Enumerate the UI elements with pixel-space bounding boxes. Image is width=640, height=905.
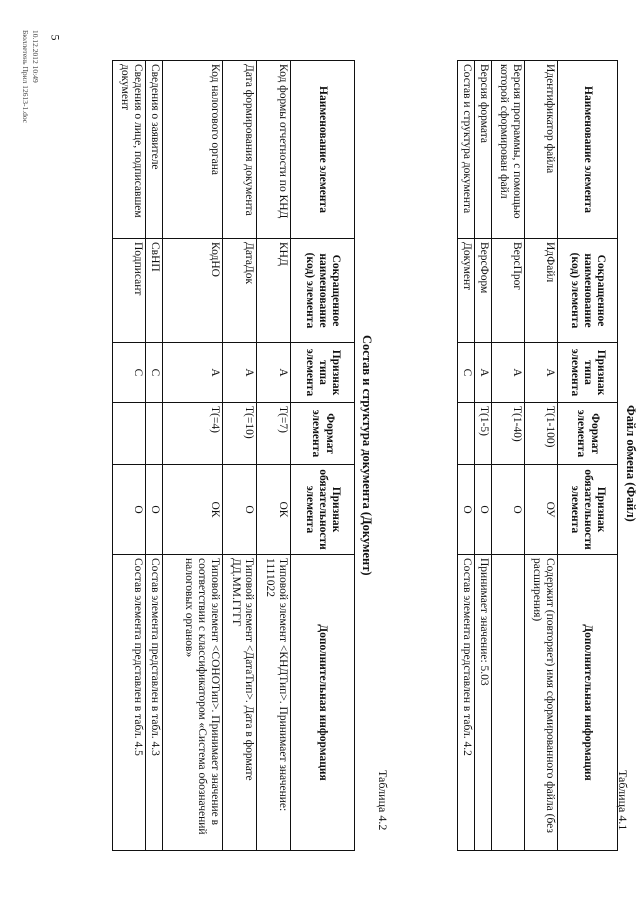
table-cell: КНД xyxy=(257,239,291,343)
table-cell: Состав элемента представлен в табл. 4.5 xyxy=(113,555,146,851)
table-cell: Сведения о лице, подписавшем документ xyxy=(113,61,146,239)
table-row xyxy=(223,61,257,851)
table-row xyxy=(492,61,525,851)
table-cell: ОК xyxy=(257,465,291,555)
table-row xyxy=(525,61,558,851)
table-cell xyxy=(492,555,525,851)
table-cell: Код налогового органа xyxy=(163,61,223,239)
table-cell: О xyxy=(475,465,492,555)
table-cell: А xyxy=(163,343,223,403)
page-number: 5 xyxy=(48,34,63,41)
table-cell: О xyxy=(458,465,475,555)
rotated-page-content xyxy=(0,30,640,875)
table-cell: ИдФайл xyxy=(525,239,558,343)
table-cell: О xyxy=(146,465,163,555)
table-cell: T(=7) xyxy=(257,403,291,465)
table-row xyxy=(113,61,146,851)
table-row xyxy=(146,61,163,851)
table-cell: Типовой элемент <СОНОТип>. Принимает значение в соответствии с классификатором «Система обозначений налоговых органов» xyxy=(163,555,223,851)
table-cell: Идентификатор файла xyxy=(525,61,558,239)
table-cell: ОУ xyxy=(525,465,558,555)
table1-header-row xyxy=(558,61,618,851)
table-cell: Типовой элемент <ДатаТип>. Дата в формате ДД.ММ.ГГГГ xyxy=(223,555,257,851)
table2-header-name: Наименование элемента xyxy=(291,61,355,239)
table-cell: Документ xyxy=(458,239,475,343)
table2-header-row xyxy=(291,61,355,851)
table-cell: Состав и структура документа xyxy=(458,61,475,239)
table-file-exchange xyxy=(457,60,618,851)
table-cell: Дата формирования документа xyxy=(223,61,257,239)
table-cell: СвНП xyxy=(146,239,163,343)
table2-caption: Таблица 4.2 xyxy=(376,770,390,831)
table-cell: T(=10) xyxy=(223,403,257,465)
table-cell: С xyxy=(458,343,475,403)
footer-line2: Бюллетень Прил 12613-1.doc xyxy=(21,30,31,123)
table2-header-required: Признак обязательности элемента xyxy=(291,465,355,555)
table1-header-required: Признак обязательности элемента xyxy=(558,465,618,555)
table-cell: А xyxy=(525,343,558,403)
table-cell xyxy=(113,403,146,465)
table-cell: Подписант xyxy=(113,239,146,343)
table2-header-info: Дополнительная информация xyxy=(291,555,355,851)
table-cell: T(=4) xyxy=(163,403,223,465)
table-cell: С xyxy=(113,343,146,403)
table-cell: ДатаДок xyxy=(223,239,257,343)
table-cell: T(1-5) xyxy=(475,403,492,465)
table-cell: А xyxy=(257,343,291,403)
table-cell: А xyxy=(475,343,492,403)
table1-header-type: Признак типа элемента xyxy=(558,343,618,403)
footer-line1: 10.12.2012 10:49 xyxy=(31,30,40,83)
table-cell: T(1-40) xyxy=(492,403,525,465)
table-cell: ВерсПрог xyxy=(492,239,525,343)
table-cell: Содержит (повторяет) имя сформированного файла (без расширения) xyxy=(525,555,558,851)
table-cell: Версия формата xyxy=(475,61,492,239)
table2-header-code: Сокращенное наименование (код) элемента xyxy=(291,239,355,343)
table-cell: Принимает значение: 5.03 xyxy=(475,555,492,851)
table1-title: Файл обмена (Файл) xyxy=(624,405,638,522)
table2-header-format: Формат элемента xyxy=(291,403,355,465)
table-row xyxy=(475,61,492,851)
table1-header-info: Дополнительная информация xyxy=(558,555,618,851)
table-cell: Состав элемента представлен в табл. 4.2 xyxy=(458,555,475,851)
table-cell: КодНО xyxy=(163,239,223,343)
table-cell: ОК xyxy=(163,465,223,555)
table1-header-format: Формат элемента xyxy=(558,403,618,465)
table-cell: ВерсФорм xyxy=(475,239,492,343)
table1-caption: Таблица 4.1 xyxy=(616,770,630,831)
table-row xyxy=(257,61,291,851)
table-cell: С xyxy=(146,343,163,403)
table-row xyxy=(163,61,223,851)
table-cell: Сведения о заявителе xyxy=(146,61,163,239)
table1-header-code: Сокращенное наименование (код) элемента xyxy=(558,239,618,343)
table-cell: О xyxy=(113,465,146,555)
table-cell: Состав элемента представлен в табл. 4.3 xyxy=(146,555,163,851)
table2-header-type: Признак типа элемента xyxy=(291,343,355,403)
footer-print-info xyxy=(21,30,41,123)
table-cell xyxy=(146,403,163,465)
table1-header-name: Наименование элемента xyxy=(558,61,618,239)
table-cell: А xyxy=(223,343,257,403)
table-cell: T(1-100) xyxy=(525,403,558,465)
table-cell xyxy=(458,403,475,465)
table-cell: Версия программы, с помощью которой сформирован файл xyxy=(492,61,525,239)
table-row xyxy=(458,61,475,851)
table2-title: Состав и структура документа (Документ) xyxy=(360,335,374,576)
table-cell: Код формы отчетности по КНД xyxy=(257,61,291,239)
table-document-structure xyxy=(112,60,355,851)
table-cell: О xyxy=(223,465,257,555)
table-cell: О xyxy=(492,465,525,555)
table-cell: А xyxy=(492,343,525,403)
table-cell: Типовой элемент <КНДТип>. Принимает значение: 1111022 xyxy=(257,555,291,851)
